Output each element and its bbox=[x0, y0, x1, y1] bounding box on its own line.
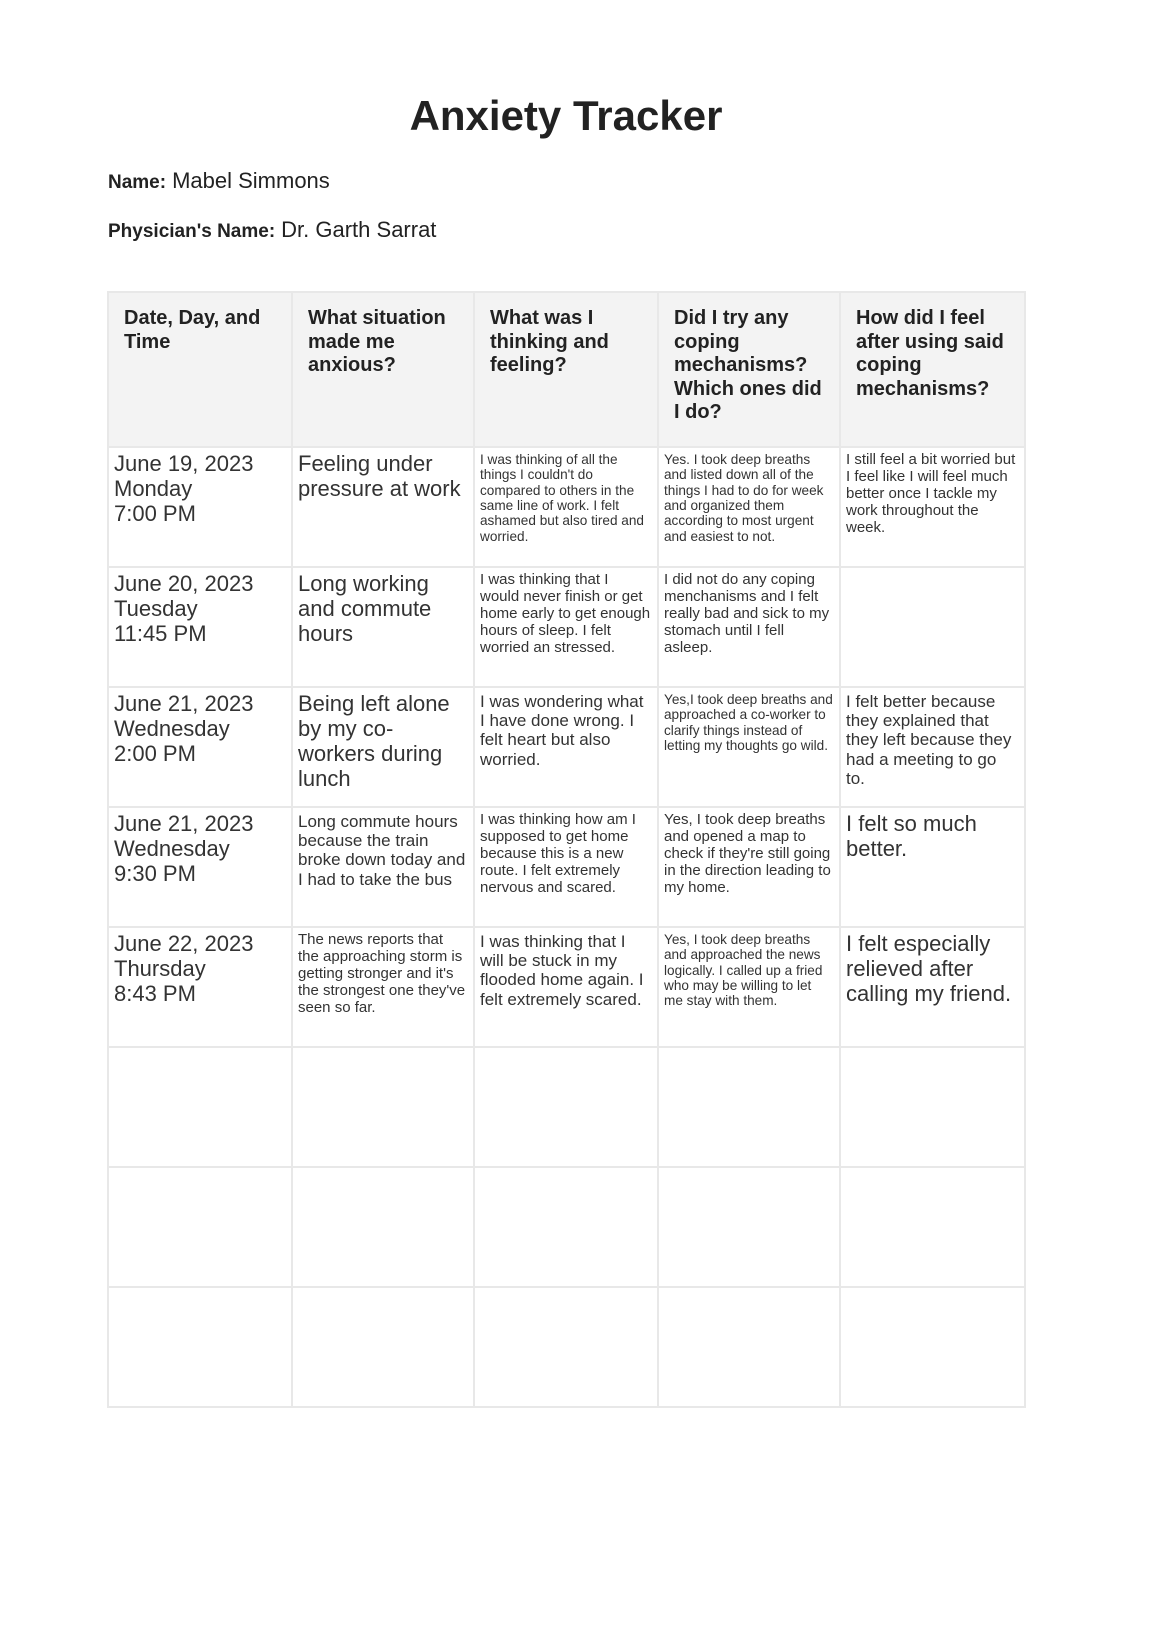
empty-cell[interactable] bbox=[658, 1047, 840, 1167]
header-row bbox=[108, 292, 1025, 447]
table-row bbox=[108, 687, 1025, 807]
cell-situation[interactable]: Long working and commute hours bbox=[292, 567, 474, 687]
empty-row bbox=[108, 1167, 1025, 1287]
header-after: How did I feel after using said coping mechanisms? bbox=[840, 292, 1025, 447]
anxiety-tracker-table bbox=[107, 291, 1026, 1408]
empty-cell[interactable] bbox=[658, 1167, 840, 1287]
empty-row bbox=[108, 1047, 1025, 1167]
table-row bbox=[108, 807, 1025, 927]
empty-cell[interactable] bbox=[474, 1047, 658, 1167]
empty-row bbox=[108, 1287, 1025, 1407]
name-field bbox=[108, 168, 330, 194]
cell-date[interactable]: June 21, 2023 Wednesday 2:00 PM bbox=[108, 687, 292, 807]
header-situation: What situation made me anxious? bbox=[292, 292, 474, 447]
cell-thinking[interactable]: I was wondering what I have done wrong. I felt heart but also worried. bbox=[474, 687, 658, 807]
cell-after[interactable]: I felt especially relieved after calling my friend. bbox=[840, 927, 1025, 1047]
cell-date[interactable]: June 21, 2023 Wednesday 9:30 PM bbox=[108, 807, 292, 927]
cell-coping[interactable]: Yes, I took deep breaths and approached the news logically. I called up a fried who may be willing to let me stay with them. bbox=[658, 927, 840, 1047]
cell-date[interactable]: June 19, 2023 Monday 7:00 PM bbox=[108, 447, 292, 567]
cell-coping[interactable]: I did not do any coping menchanisms and I felt really bad and sick to my stomach until I fell asleep. bbox=[658, 567, 840, 687]
cell-thinking[interactable]: I was thinking that I would never finish or get home early to get enough hours of sleep. I felt worried an stressed. bbox=[474, 567, 658, 687]
page-title: Anxiety Tracker bbox=[409, 92, 723, 139]
header-coping: Did I try any coping mechanisms? Which ones did I do? bbox=[658, 292, 840, 447]
physician-value[interactable]: Dr. Garth Sarrat bbox=[281, 217, 437, 242]
cell-coping[interactable]: Yes,I took deep breaths and approached a co-worker to clarify things instead of letting my thoughts go wild. bbox=[658, 687, 840, 807]
cell-coping[interactable]: Yes. I took deep breaths and listed down all of the things I had to do for week and organized them according to most urgent and easiest to not. bbox=[658, 447, 840, 567]
empty-cell[interactable] bbox=[474, 1287, 658, 1407]
empty-cell[interactable] bbox=[658, 1287, 840, 1407]
name-value[interactable]: Mabel Simmons bbox=[172, 168, 330, 193]
cell-after[interactable]: I felt so much better. bbox=[840, 807, 1025, 927]
name-label: Name: bbox=[108, 172, 167, 193]
table-row bbox=[108, 567, 1025, 687]
cell-coping[interactable]: Yes, I took deep breaths and opened a map to check if they're still going in the direction leading to my home. bbox=[658, 807, 840, 927]
cell-thinking[interactable]: I was thinking that I will be stuck in my flooded home again. I felt extremely scared. bbox=[474, 927, 658, 1047]
physician-label: Physician's Name: bbox=[108, 221, 276, 242]
empty-cell[interactable] bbox=[840, 1047, 1025, 1167]
cell-situation[interactable]: Long commute hours because the train broke down today and I had to take the bus bbox=[292, 807, 474, 927]
empty-cell[interactable] bbox=[108, 1287, 292, 1407]
table-row bbox=[108, 927, 1025, 1047]
cell-thinking[interactable]: I was thinking of all the things I couldn't do compared to others in the same line of work. I felt ashamed but also tired and worried. bbox=[474, 447, 658, 567]
empty-cell[interactable] bbox=[292, 1167, 474, 1287]
empty-cell[interactable] bbox=[108, 1047, 292, 1167]
cell-situation[interactable]: The news reports that the approaching storm is getting stronger and it's the strongest one they've seen so far. bbox=[292, 927, 474, 1047]
cell-situation[interactable]: Being left alone by my co-workers during lunch bbox=[292, 687, 474, 807]
empty-cell[interactable] bbox=[840, 1167, 1025, 1287]
table-row bbox=[108, 447, 1025, 567]
header-thinking: What was I thinking and feeling? bbox=[474, 292, 658, 447]
empty-cell[interactable] bbox=[292, 1287, 474, 1407]
header-date: Date, Day, and Time bbox=[108, 292, 292, 447]
empty-cell[interactable] bbox=[840, 1287, 1025, 1407]
empty-cell[interactable] bbox=[474, 1167, 658, 1287]
cell-date[interactable]: June 22, 2023 Thursday 8:43 PM bbox=[108, 927, 292, 1047]
empty-cell[interactable] bbox=[292, 1047, 474, 1167]
cell-situation[interactable]: Feeling under pressure at work bbox=[292, 447, 474, 567]
cell-thinking[interactable]: I was thinking how am I supposed to get home because this is a new route. I felt extremely nervous and scared. bbox=[474, 807, 658, 927]
cell-after[interactable]: I still feel a bit worried but I feel like I will feel much better once I tackle my work throughout the week. bbox=[840, 447, 1025, 567]
physician-field bbox=[108, 217, 436, 243]
empty-cell[interactable] bbox=[108, 1167, 292, 1287]
cell-after[interactable]: I felt better because they explained that they left because they had a meeting to go to. bbox=[840, 687, 1025, 807]
cell-date[interactable]: June 20, 2023 Tuesday 11:45 PM bbox=[108, 567, 292, 687]
cell-after[interactable] bbox=[840, 567, 1025, 687]
